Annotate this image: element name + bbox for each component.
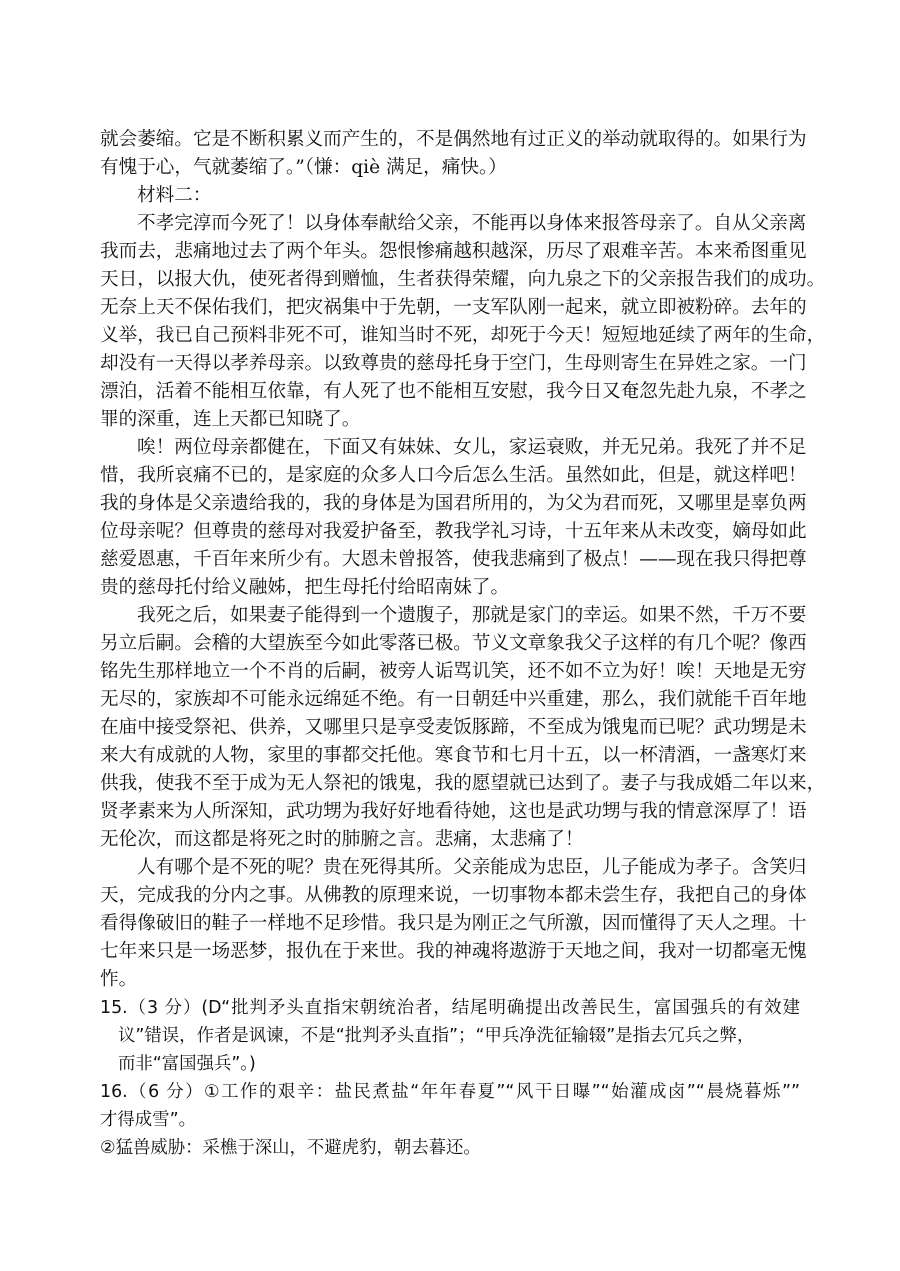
paragraph-line: 贵的慈母托付给义融姊，把生母托付给昭南妹了。 (100, 577, 510, 598)
paragraph-line: 无尽的，家族却不可能永远绵延不绝。有一日朝廷中兴重建，那么，我们就能千百年地 (100, 689, 807, 710)
paragraph-line: 无奈上天不保佑我们，把灾祸集中于先朝，一支军队刚一起来，就立即被粉碎。去年的 (100, 297, 807, 318)
paragraph-line: 另立后嗣。会稽的大望族至今如此零落已极。节义文章象我父子这样的有几个呢？像西 (100, 633, 807, 654)
answer-16-line: 16.（6 分）①工作的艰辛：盐民煮盐“年年春夏”“风干日曝”“始灌成卤”“晨烧暮烁”” (100, 1082, 800, 1102)
answer-15-line: 议”错误，作者是讽谏，不是“批判矛头直指”；“甲兵净洗征输辍”是指去冗兵之弊， (118, 1026, 755, 1046)
section-heading: 材料二： (137, 185, 212, 206)
paragraph-line: 天，完成我的分内之事。从佛教的原理来说，一切事物本都未尝生存，我把自己的身体 (100, 885, 807, 906)
answer-15-line: 15.（3 分）(D“批判矛头直指宋朝统治者，结尾明确提出改善民生，富国强兵的有效建 (100, 998, 800, 1018)
paragraph-line: 七年来只是一场恶梦，报仇在于来世。我的神魂将遨游于天地之间，我对一切都毫无愧 (100, 941, 807, 962)
paragraph-line: 漂泊，活着不能相互依靠，有人死了也不能相互安慰，我今日又奄忽先赴九泉，不孝之 (100, 381, 807, 402)
paragraph-line: 天日，以报大仇，使死者得到赠恤，生者获得荣耀，向九泉之下的父亲报告我们的成功。 (100, 269, 826, 290)
paragraph-line: 惜，我所哀痛不已的，是家庭的众多人口今后怎么生活。虽然如此，但是，就这样吧！ (100, 465, 807, 486)
paragraph-line: 我的身体是父亲遗给我的，我的身体是为国君所用的，为父为君而死，又哪里是辜负两 (100, 493, 807, 514)
paragraph-line: 看得像破旧的鞋子一样地不足珍惜。我只是为刚正之气所激，因而懂得了天人之理。十 (100, 913, 807, 934)
material-one-line: 有愧于心，气就萎缩了。”（慊：qiè 满足，痛快。） (100, 157, 507, 178)
paragraph-line: 唉！两位母亲都健在，下面又有妹妹、女儿，家运衰败，并无兄弟。我死了并不足 (137, 437, 807, 458)
paragraph-line: 义举，我已自己预料非死不可，谁知当时不死，却死于今天！短短地延续了两年的生命， (100, 325, 826, 346)
paragraph-line: 罪的深重，连上天都已知晓了。 (100, 409, 361, 430)
material-one-line: 就会萎缩。它是不断积累义而产生的，不是偶然地有过正义的举动就取得的。如果行为 (100, 129, 807, 150)
paragraph-line: 怍。 (100, 969, 138, 990)
paragraph-line: 我而去，悲痛地过去了两个年头。怨恨惨痛越积越深，历尽了艰难辛苦。本来希图重见 (100, 241, 807, 262)
paragraph-line: 不孝完淳而今死了！以身体奉献给父亲，不能再以身体来报答母亲了。自从父亲离 (137, 213, 807, 234)
paragraph-line: 位母亲呢？但尊贵的慈母对我爱护备至，教我学礼习诗，十五年来从未改变，嫡母如此 (100, 521, 807, 542)
answer-16-line: 才得成雪”。 (100, 1110, 196, 1130)
paragraph-line: 人有哪个是不死的呢？贵在死得其所。父亲能成为忠臣，儿子能成为孝子。含笑归 (137, 857, 807, 878)
paragraph-line: 慈爱恩惠，千百年来所少有。大恩未曾报答，使我悲痛到了极点！——现在我只得把尊 (100, 549, 807, 570)
paragraph-line: 我死之后，如果妻子能得到一个遗腹子，那就是家门的幸运。如果不然，千万不要 (137, 605, 807, 626)
paragraph-line: 供我，使我不至于成为无人祭祀的饿鬼，我的愿望就已达到了。妻子与我成婚二年以来， (100, 773, 826, 794)
paragraph-line: 却没有一天得以孝养母亲。以致尊贵的慈母托身于空门，生母则寄生在异姓之家。一门 (100, 353, 807, 374)
paragraph-line: 来大有成就的人物，家里的事都交托他。寒食节和七月十五，以一杯清酒，一盏寒灯来 (100, 745, 807, 766)
answer-15-line: 而非“富国强兵”。) (118, 1054, 256, 1074)
answer-16-line: ②猛兽威胁：采樵于深山，不避虎豹，朝去暮还。 (100, 1138, 481, 1158)
paragraph-line: 无伦次，而这都是将死之时的肺腑之言。悲痛，太悲痛了！ (100, 829, 584, 850)
paragraph-line: 在庙中接受祭祀、供养，又哪里只是享受麦饭豚蹄，不至成为饿鬼而已呢？武功甥是未 (100, 717, 807, 738)
paragraph-line: 贤孝素来为人所深知，武功甥为我好好地看待她，这也是武功甥与我的情意深厚了！语 (100, 801, 807, 822)
paragraph-line: 铭先生那样地立一个不肖的后嗣，被旁人诟骂讥笑，还不如不立为好！唉！天地是无穷 (100, 661, 807, 682)
